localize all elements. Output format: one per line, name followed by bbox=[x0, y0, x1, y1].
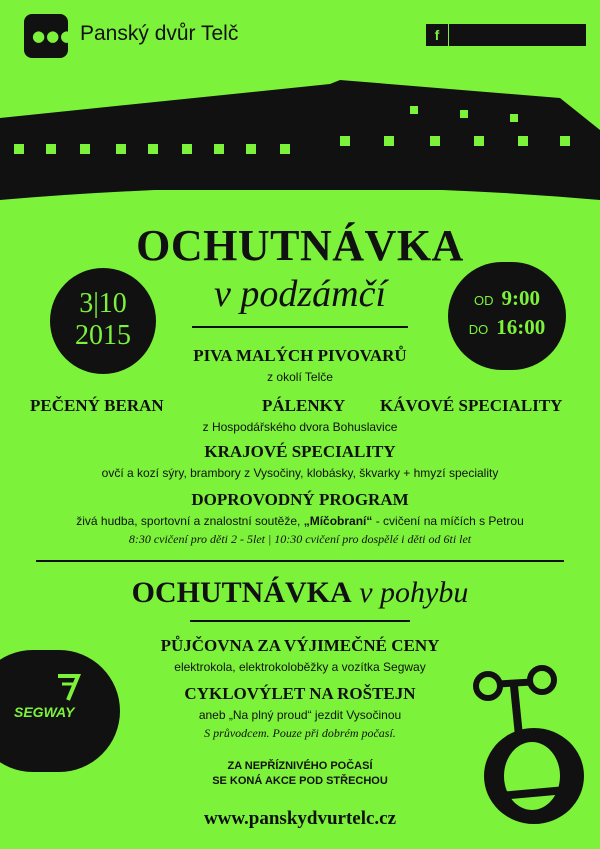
trip-sub: aneb „Na plný proud“ jezdit Vysočinou bbox=[198, 708, 402, 722]
program-text-a: živá hudba, sportovní a znalostní soutěže, bbox=[76, 514, 304, 528]
event-title: OCHUTNÁVKA bbox=[136, 221, 464, 270]
weather-line-2: SE KONÁ AKCE POD STŘECHOU bbox=[212, 775, 388, 787]
castle-building-silhouette bbox=[0, 40, 600, 240]
facebook-icon: f bbox=[426, 24, 449, 46]
motion-title-a: OCHUTNÁVKA bbox=[131, 576, 352, 609]
trip-note: S průvodcem. Pouze při dobrém počasí. bbox=[204, 726, 396, 740]
beers-sub: z okolí Telče bbox=[267, 370, 333, 384]
divider bbox=[36, 560, 564, 562]
website-link[interactable]: www.panskydvurtelc.cz bbox=[203, 808, 397, 829]
program-heading: DOPROVODNÝ PROGRAM bbox=[191, 490, 409, 509]
spirits-heading: PÁLENKY bbox=[262, 396, 346, 415]
facebook-link[interactable]: facebook.com/panskydvurtelc bbox=[426, 53, 571, 65]
program-text-b: „Míčobraní“ bbox=[303, 514, 373, 528]
time-from-label: OD bbox=[474, 293, 494, 308]
date-day-month: 3|10 bbox=[79, 288, 127, 319]
motion-title-b: v pohybu bbox=[359, 576, 469, 609]
program-text-c: - cvičení na míčích s Petrou bbox=[372, 514, 524, 528]
rental-heading: PŮJČOVNA ZA VÝJIMEČNÉ CENY bbox=[160, 636, 440, 655]
program-sub bbox=[0, 514, 600, 528]
weather-line-1: ZA NEPŘÍZNIVÉHO POČASÍ bbox=[227, 760, 373, 772]
regional-heading: KRAJOVÉ SPECIALITY bbox=[204, 442, 396, 461]
beers-heading: PIVA MALÝCH PIVOVARŮ bbox=[193, 346, 407, 365]
rental-sub: elektrokola, elektrokoloběžky a vozítka Segway bbox=[174, 660, 426, 674]
segway-logo-text: SEGWAY bbox=[14, 704, 75, 720]
motion-title bbox=[0, 576, 600, 610]
divider bbox=[192, 326, 408, 328]
regional-sub: ovčí a kozí sýry, brambory z Vysočiny, klobásky, škvarky + hmyzí speciality bbox=[101, 466, 499, 480]
divider bbox=[190, 620, 410, 622]
event-subtitle: v podzámčí bbox=[213, 273, 387, 315]
coffee-heading: KÁVOVÉ SPECIALITY bbox=[380, 396, 563, 415]
program-schedule: 8:30 cvičení pro děti 2 - 5let | 10:30 cvičení pro dospělé i děti od 6ti let bbox=[128, 532, 472, 546]
time-to: 16:00 bbox=[496, 315, 546, 339]
time-from: 9:00 bbox=[501, 286, 540, 310]
trip-heading: CYKLOVÝLET NA ROŠTEJN bbox=[184, 684, 416, 703]
segway-scooter-illustration bbox=[470, 656, 600, 826]
venue-name: Panský dvůr Telč bbox=[80, 22, 239, 45]
segway-mark-icon bbox=[56, 674, 82, 702]
family-logo-icon: ●●● bbox=[24, 14, 68, 58]
date-year: 2015 bbox=[75, 320, 131, 351]
time-to-label: DO bbox=[468, 322, 489, 337]
farm-sub: z Hospodářského dvora Bohuslavice bbox=[202, 420, 398, 434]
lamb-heading: PEČENÝ BERAN bbox=[30, 396, 164, 415]
